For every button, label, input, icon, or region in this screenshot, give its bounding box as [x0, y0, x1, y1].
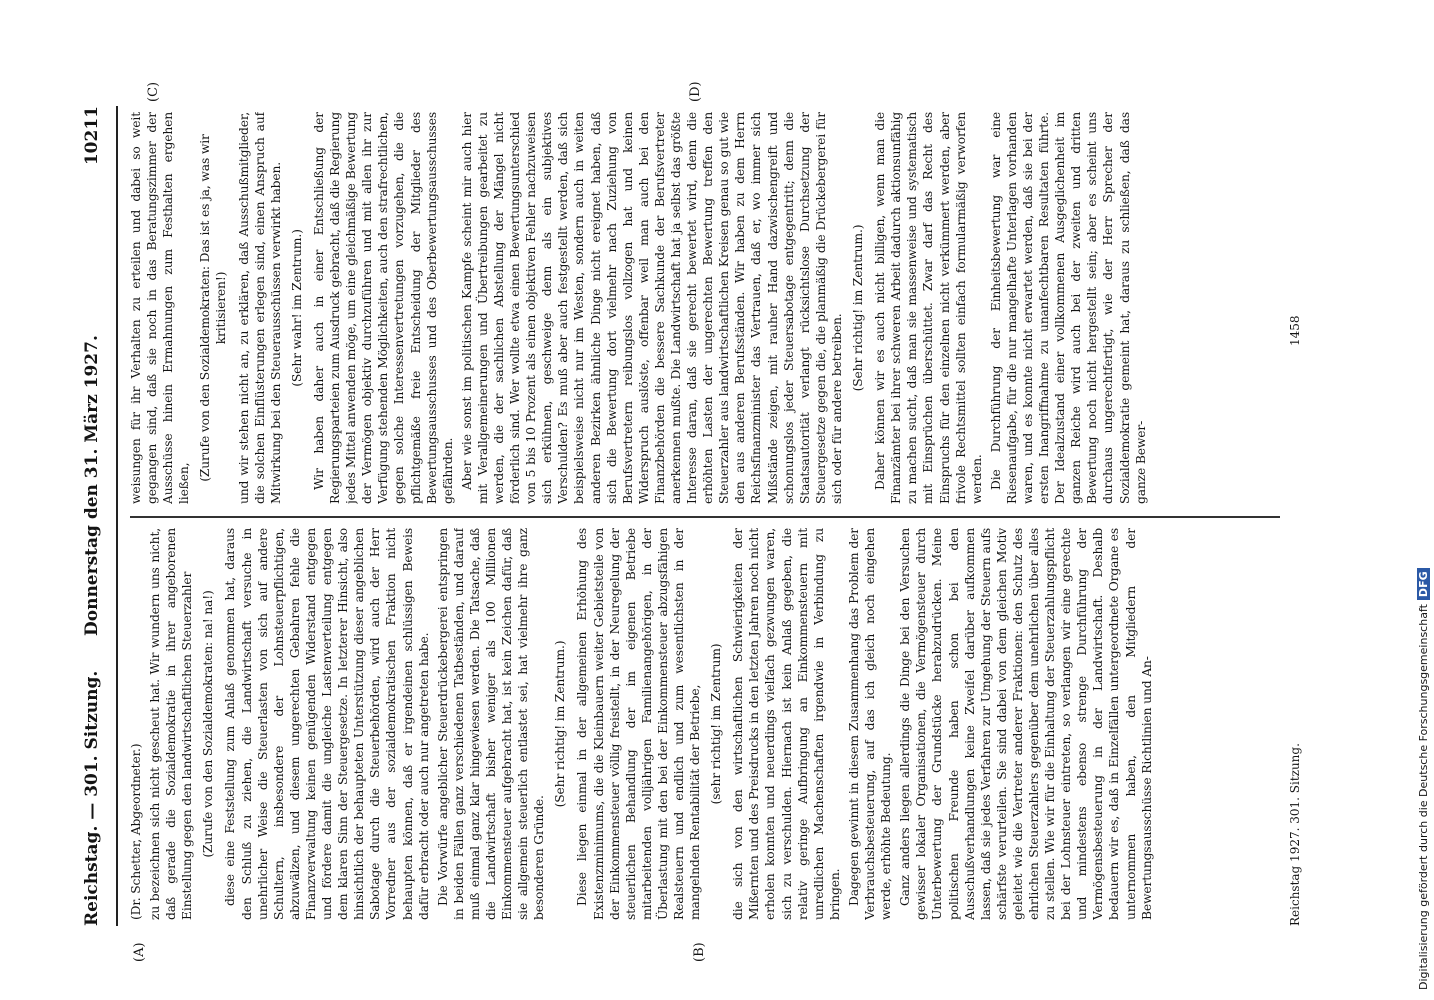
header-date: Donnerstag den 31. März 1927.: [82, 335, 102, 636]
left-column: [128, 528, 1288, 920]
margin-letter-b: (B): [692, 942, 707, 962]
interjection: (Zurufe von den Sozialdemokraten: Das ist es ja, was wir kritisieren!): [198, 134, 229, 482]
page-number: 10211: [82, 106, 102, 166]
page-header: [82, 106, 124, 926]
paragraph: diese eine Feststellung zum Anlaß genommen hat, daraus den Schluß zu ziehen, die Landwirtschaft versuche in unehrlicher Weise die Steuerlasten von sich auf andere Schultern, insbesondere der Lohnsteuerpflichtigen, abzuwälzen, und diesem ungerechten Gebahren fehle die Finanzverwaltung keinen genügenden Widerstand entgegen und fördere damit die ungleiche Lastenverteilung entgegen dem klaren Sinn der Steuergesetze. In letzterer Hinsicht, also hinsichtlich der behaupteten Unterstützung dieser angeblichen Sabotage durch die Steuerbehörden, wird auch der Herr Vorredner aus der sozialdemokratischen Fraktion nicht behaupten können, daß er irgendeinen schlüssigen Beweis dafür erbracht oder auch nur angetreten habe.: [223, 528, 431, 920]
margin-letter-c: (C): [146, 81, 161, 102]
dfg-logo: DFG: [1417, 568, 1430, 600]
speaker-note: (Dr. Schetter, Abgeordneter.): [129, 743, 143, 920]
header-session: Reichstag. — 301. Sitzung.: [82, 670, 102, 926]
paragraph: Ganz anders liegen allerdings die Dinge bei den Versuchen gewisser lokaler Organisationen, die Vermögensteuer durch Unterbewertung der Grundstücke herabzudrücken. Meine politischen Freunde haben schon bei den Ausschußverhandlungen keine Zweifel darüber aufkommen lassen, daß sie jedes Verfahren zur Umgehung der Steuern aufs schärfste verurteilen. Sie sind dabei von dem gleichen Motiv geleitet wie die Vertreter anderer Fraktionen: den Schutz des ehrlichen Steuerzahlers gegenüber dem unehrlichen über alles zu stellen. Wie wir für die Einhaltung der Steuerzahlungspflicht bei der Lohnsteuer eintreten, so verlangen wir eine gerechte und mindestens ebenso strenge Durchführung der Vermögensbesteuerung in der Landwirtschaft. Deshalb bedauern wir es, daß in Einzelfällen untergeordnete Organe es unternommen haben, den Mitgliedern der Bewertungsausschüsse Richtlinien und An-: [898, 528, 1154, 920]
paragraph: Die Durchführung der Einheitsbewertung war eine Riesenaufgabe, für die nur mangelhafte Unterlagen vorhanden waren, und es konnte nicht erwartet werden, daß sie bei der ersten Inangriffnahme zu unanfechtbaren Resultaten führte. Der Idealzustand einer vollkommenen Ausgeglichenheit im ganzen Reiche wird auch bei der zweiten und dritten Bewertung noch nicht hergestellt sein; aber es scheint uns durchaus ungerechtfertigt, wie der Herr Sprecher der Sozialdemokratie gemeint hat, daraus zu schließen, daß das ganze Bewer-: [988, 112, 1148, 504]
paragraph: die sich von den wirtschaftlichen Schwierigkeiten der Mißernten und des Preisdrucks in den letzten Jahren noch nicht erholen konnten und neuerdings vielfach gezwungen waren, sich zu verschulden. Hiernach ist kein Anlaß gegeben, die relativ geringe Aufbringung an Einkommensteuern mit unredlichen Machenschaften irgendwie in Verbindung zu bringen.: [731, 528, 842, 920]
paragraph: Wir haben daher auch in einer Entschließung der Regierungsparteien zum Ausdruck gebracht, daß die Regierung jedes Mittel anwenden möge, um eine gleichmäßige Bewertung der Vermögen objektiv durchzuführen und mit allen ihr zur Verfügung stehenden Möglichkeiten, auch den strafrechtlichen, gegen solche Interessenvertretungen vorzugehen, die die pflichtgemäße freie Entscheidung der Mitglieder des Bewertungsausschusses und des Oberbewertungsausschusses gefährden.: [311, 112, 455, 504]
footer-signature: Reichstag 1927. 301. Sitzung.: [1288, 743, 1302, 926]
paragraph: Dagegen gewinnt in diesem Zusammenhang das Problem der Verbrauchsbesteuerung, auf das ich gleich noch eingehen werde, erhöhte Bedeutung.: [846, 528, 894, 920]
paragraph: Aber wie sonst im politischen Kampfe scheint mir auch hier mit Verallgemeinerungen und Übertreibungen gearbeitet zu werden, die der sachlichen Abstellung der Mängel nicht förderlich sind. Wer wollte etwa einen Bewertungsunterschied von 5 bis 10 Prozent als einen objektiven Fehler nachzuweisen sich erkühnen, geschweige denn als ein subjektives Verschulden? Es muß aber auch festgestellt werden, daß sich beispielsweise nicht nur im Westen, sondern auch in weiten anderen Bezirken ähnliche Dinge nicht ereignet haben, daß sich die Bewertung dort vielmehr nach Zuziehung von Berufsvertretern reibungslos vollzogen hat und keinen Widerspruch auslöste, offenbar weil man auch bei den Finanzbehörden die bessere Sachkunde der Berufsvertreter anerkennen mußte. Die Landwirtschaft hat ja selbst das größte Interesse daran, daß sie gerecht bewertet wird, denn die erhöhten Lasten der ungerechten Bewertung treffen den Steuerzahler aus landwirtschaftlichen Kreisen genau so gut wie den aus anderen Berufsständen. Wir haben zu dem Herrn Reichsfinanzminister das Vertrauen, daß er, wo immer sich Mißstände zeigen, mit rauher Hand dazwischengreift und schonungslos jeder Steuersabotage entgegentritt; denn die Staatsautorität verlangt rücksichtslose Durchsetzung der Steuergesetze gegen die, die planmäßig die Drückebergerei für sich oder für andere betreiben.: [459, 112, 844, 504]
right-column: [128, 112, 1288, 504]
interjection: (sehr richtig! im Zentrum): [709, 643, 724, 805]
paragraph: Diese liegen einmal in der allgemeinen Erhöhung des Existenzminimums, die die Kleinbauern weiter Gebietsteile von der Einkommensteuer völlig freistellt, in der Neuregelung der steuerlichen Behandlung der im eigenen Betriebe mitarbeitenden volljährigen Familienangehörigen, in der Überlastung mit den bei der Einkommensteuer abzugsfähigen Realsteuern und endlich und zum wesentlichsten in der mangelnden Rentabilität der Betriebe,: [575, 528, 703, 920]
rotated-page: [82, 81, 1322, 962]
interjection: (Sehr wahr! im Zentrum.): [289, 229, 304, 387]
margin-letter-a: (A): [132, 942, 147, 962]
sheet-number: 1458: [1288, 315, 1302, 346]
margin-letter-d: (D): [688, 81, 703, 102]
paragraph: weisungen für ihr Verhalten zu erteilen und dabei so weit gegangen sind, daß sie noch in das Beratungszimmer der Ausschüsse hinein Ermahnungen zum Festhalten ergehen ließen,: [129, 112, 192, 504]
paragraph: und wir stehen nicht an, zu erklären, daß Ausschußmitglieder, die solchen Einflüsterungen erlegen sind, einen Anspruch auf Mitwirkung bei den Steuerausschüssen verwirkt haben.: [236, 112, 283, 504]
header-rule: [116, 106, 118, 926]
paragraph: Daher können wir es auch nicht billigen, wenn man die Finanzämter bei ihrer schweren Arbeit dadurch aktionsunfähig zu machen sucht, daß man sie massenweise und systematisch mit Einsprüchen überschüttet. Zwar darf das Recht des Einspruchs für den einzelnen nicht verkümmert werden, aber frivole Rechtsmittel sollten einfach formularmäßig verworfen werden.: [873, 112, 984, 504]
digitization-text: Digitalisierung gefördert durch die Deutsche Forschungsgemeinschaft: [1417, 604, 1430, 990]
paragraph: zu bezeichnen sich nicht gescheut hat. Wir wundern uns nicht, daß gerade die Sozialdemokratie in ihrer angeborenen Einstellung gegen den landwirtschaftlichen Steuerzahler: [148, 528, 195, 920]
column-divider: [130, 517, 1280, 519]
digitization-note: [1417, 10, 1433, 990]
interjection: (Zurufe von den Sozialdemokraten: na! na!): [201, 590, 216, 858]
paragraph: Die Vorwürfe angeblicher Steuerdrückebergerei entspringen in beiden Fällen ganz verschiedenen Tatbeständen, und darauf muß einmal ganz klar hingewiesen werden. Die Tatsache, daß die Landwirtschaft bisher weniger als 100 Millionen Einkommensteuer aufgebracht hat, ist kein Zeichen dafür, daß sie allgemein steuerlich entlastet sei, hat vielmehr ihre ganz besonderen Gründe.: [435, 528, 547, 920]
interjection: (Sehr richtig! im Zentrum.): [553, 640, 568, 808]
interjection: (Sehr richtig! im Zentrum.): [851, 224, 866, 392]
